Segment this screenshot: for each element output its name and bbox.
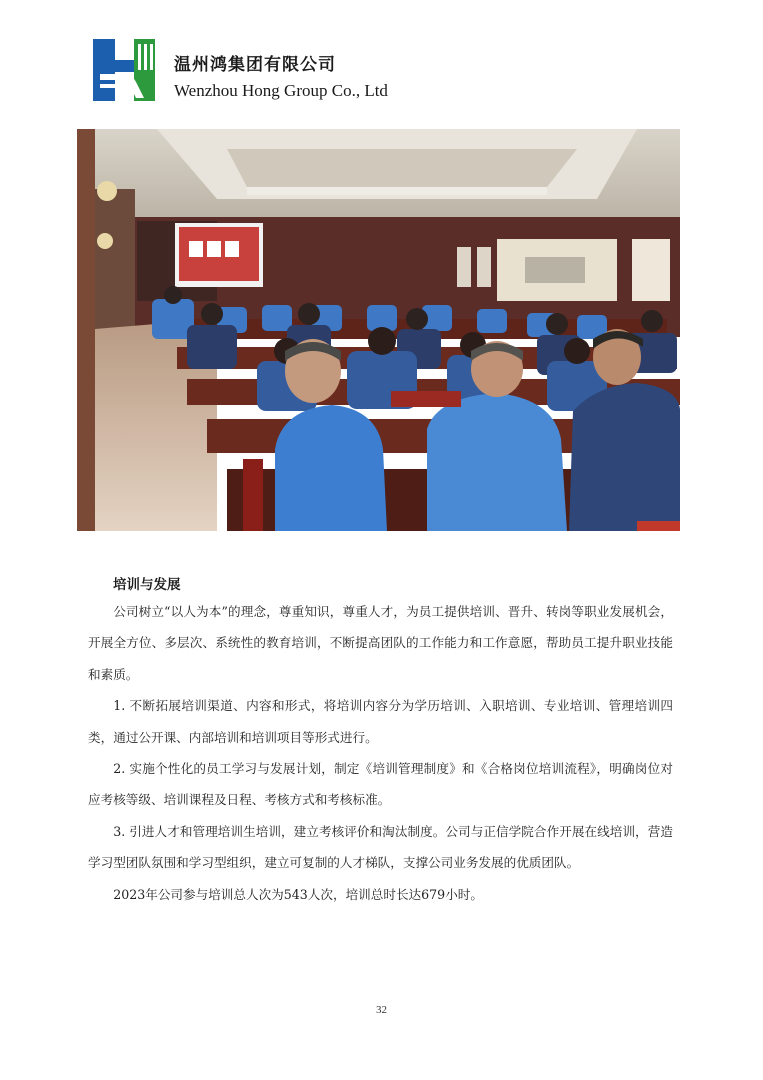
paragraph-summary: 2023年公司参与培训总人次为543人次，培训总时长达679小时。 — [113, 886, 483, 902]
company-logo-icon — [92, 38, 156, 102]
section-title: 培训与发展 — [113, 577, 181, 593]
page-number: 32 — [376, 1004, 387, 1016]
paragraph-item-3: 3. 引进人才和管理培训生培训，建立考核评价和淘汰制度。公司与正信学院合作开展在线培训，营造学习型团队氛围和学习型组织，建立可复制的人才梯队，支撑公司业务发展的优质团队。 — [88, 823, 673, 871]
company-name-chinese: 温州鸿集团有限公司 — [174, 55, 336, 75]
company-name-english: Wenzhou Hong Group Co., Ltd — [174, 81, 388, 100]
paragraph-item-1: 1. 不断拓展培训渠道、内容和形式，将培训内容分为学历培训、入职培训、专业培训、管理培训四类，通过公开课、内部培训和培训项目等形式进行。 — [88, 698, 673, 745]
section-body — [88, 596, 673, 910]
training-session-photo — [77, 129, 680, 531]
paragraph-item-2: 2. 实施个性化的员工学习与发展计划，制定《培训管理制度》和《合格岗位培训流程》，明确岗位对应考核等级、培训课程及日程、考核方式和考核标准。 — [88, 761, 673, 808]
document-header — [92, 38, 452, 104]
paragraph-intro: 公司树立“以人为本”的理念，尊重知识，尊重人才，为员工提供培训、晋升、转岗等职业发展机会，开展全方位、多层次、系统性的教育培训，不断提高团队的工作能力和工作意愿，帮助员工提升职业技能和素质。 — [88, 604, 673, 682]
